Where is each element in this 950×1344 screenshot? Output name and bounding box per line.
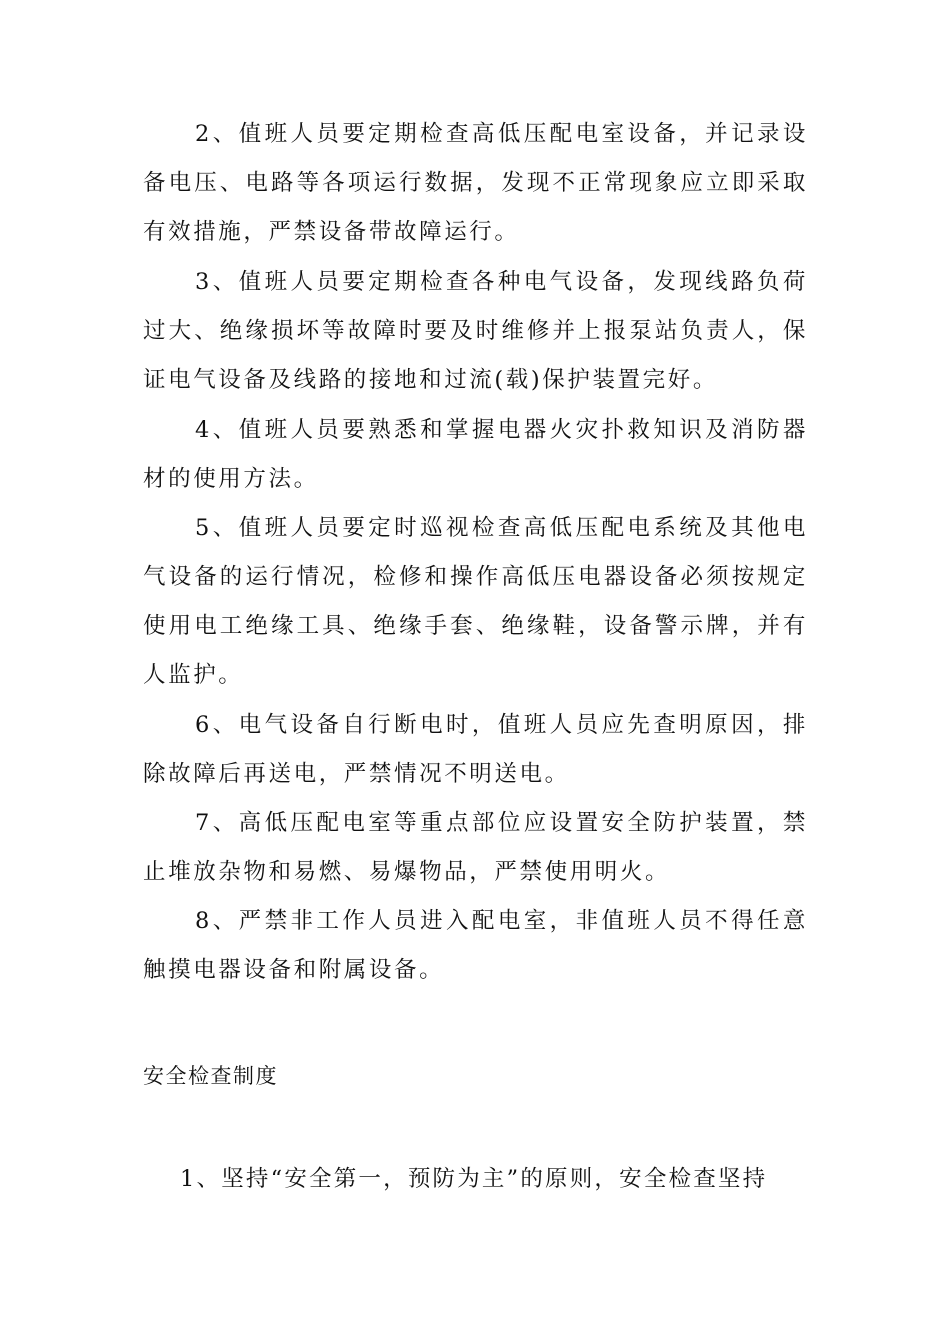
paragraph-4: 4、值班人员要熟悉和掌握电器火灾扑救知识及消防器材的使用方法。: [143, 417, 808, 492]
paragraph-5: 5、值班人员要定时巡视检查高低压配电系统及其他电气设备的运行情况，检修和操作高低压电器设备必须按规定使用电工绝缘工具、绝缘手套、绝缘鞋，设备警示牌，并有人监护。: [143, 515, 808, 688]
paragraph-7: 7、高低压配电室等重点部位应设置安全防护装置，禁止堆放杂物和易燃、易爆物品，严禁使用明火。: [143, 810, 808, 885]
paragraph-3: 3、值班人员要定期检查各种电气设备，发现线路负荷过大、绝缘损坏等故障时要及时维修并上报泵站负责人，保证电气设备及线路的接地和过流(载)保护装置完好。: [143, 269, 808, 393]
paragraph-8: 8、严禁非工作人员进入配电室，非值班人员不得任意触摸电器设备和附属设备。: [143, 908, 808, 983]
paragraph-6: 6、电气设备自行断电时，值班人员应先查明原因，排除故障后再送电，严禁情况不明送电。: [143, 712, 808, 787]
section-paragraph-1: 1、坚持“安全第一，预防为主”的原则，安全检查坚持: [180, 1166, 768, 1192]
section-heading: 安全检查制度: [143, 1064, 278, 1088]
paragraph-2: 2、值班人员要定期检查高低压配电室设备，并记录设备电压、电路等各项运行数据，发现不正常现象应立即采取有效措施，严禁设备带故障运行。: [143, 121, 808, 245]
